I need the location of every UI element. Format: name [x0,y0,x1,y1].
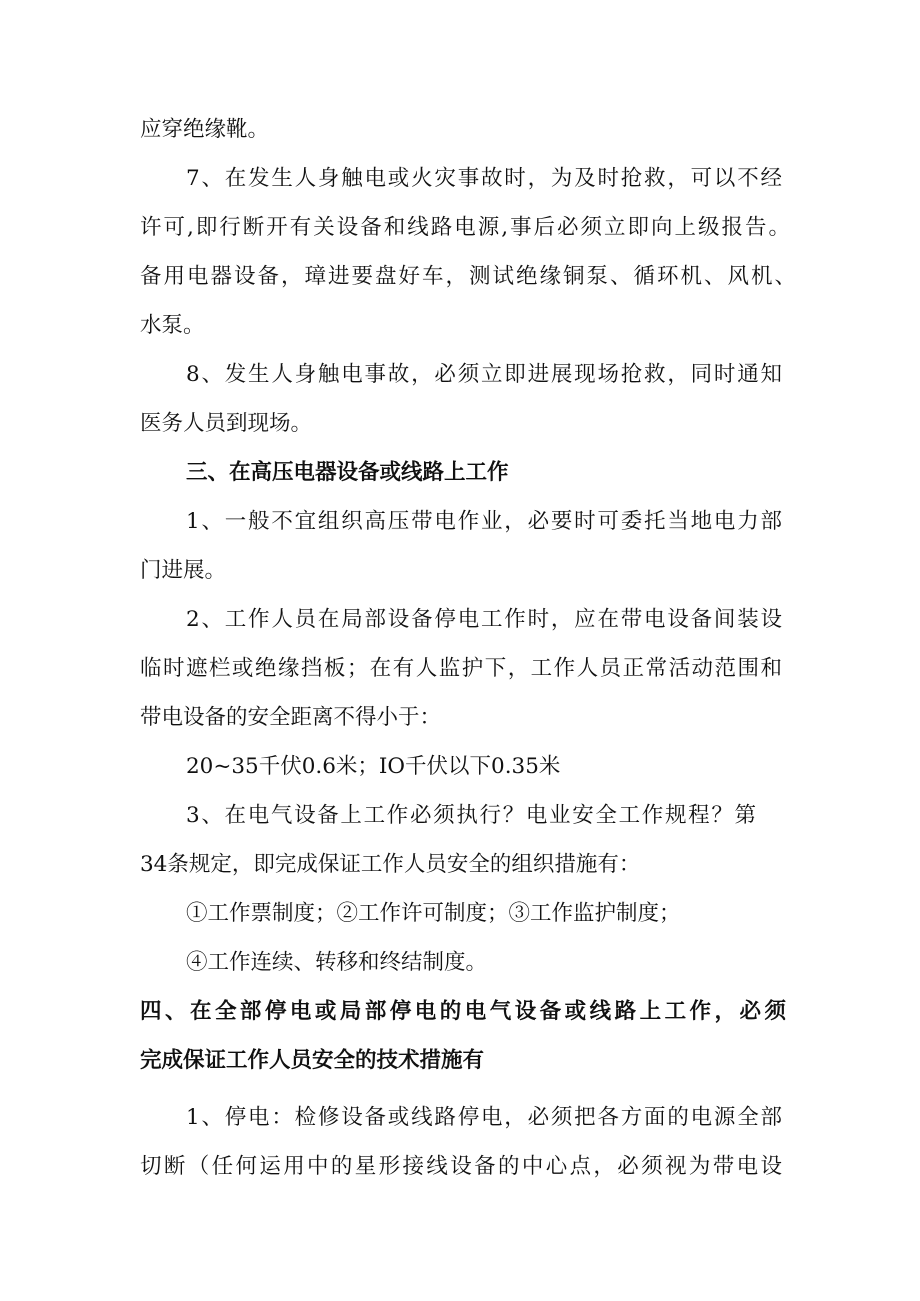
text-line: 备用电器设备，璋进要盘好车，测试绝缘铜泵、循环机、风机、 [140,264,796,289]
section-heading: 三、在高压电器设备或线路上工作 [186,460,509,485]
text-line: 带电设备的安全距离不得小于： [140,705,442,730]
text-line: 8、发生人身触电事故，必须立即进展现场抢救，同时通知 [186,362,782,387]
section-heading-continued: 完成保证工作人员安全的技术措施有 [140,1048,485,1073]
text-line: 临时遮栏或绝缘挡板；在有人监护下，工作人员正常活动范围和 [140,656,782,681]
text-line: 1、一般不宜组织高压带电作业，必要时可委托当地电力部 [186,509,782,534]
text-line: 应穿绝缘靴。 [140,117,270,142]
text-line: ①工作票制度；②工作许可制度；③工作监护制度； [186,901,681,926]
text-line: 7、在发生人身触电或火灾事故时，为及时抢救，可以不经 [186,166,782,191]
text-line: 1、停电：检修设备或线路停电，必须把各方面的电源全部 [186,1105,782,1130]
text-line: 2、工作人员在局部设备停电工作时，应在带电设备间装设 [186,607,782,632]
text-line: 切断（任何运用中的星形接线设备的中心点，必须视为带电设 [140,1154,782,1179]
text-line: 34条规定，即完成保证工作人员安全的组织措施有： [140,852,641,877]
text-line: 许可,即行断开有关设备和线路电源,事后必须立即向上级报告。 [140,215,790,240]
section-heading: 四、在全部停电或局部停电的电气设备或线路上工作，必须 [140,999,786,1024]
text-line: 水泵。 [140,313,205,338]
text-line: ④工作连续、转移和终结制度。 [186,950,488,975]
text-line: 20~35千伏0.6米；IO千伏以下0.35米 [186,754,561,779]
text-line: 门进展。 [140,558,227,583]
text-line: 医务人员到现场。 [140,411,313,436]
text-line: 3、在电气设备上工作必须执行？电业安全工作规程？第 [186,803,756,828]
